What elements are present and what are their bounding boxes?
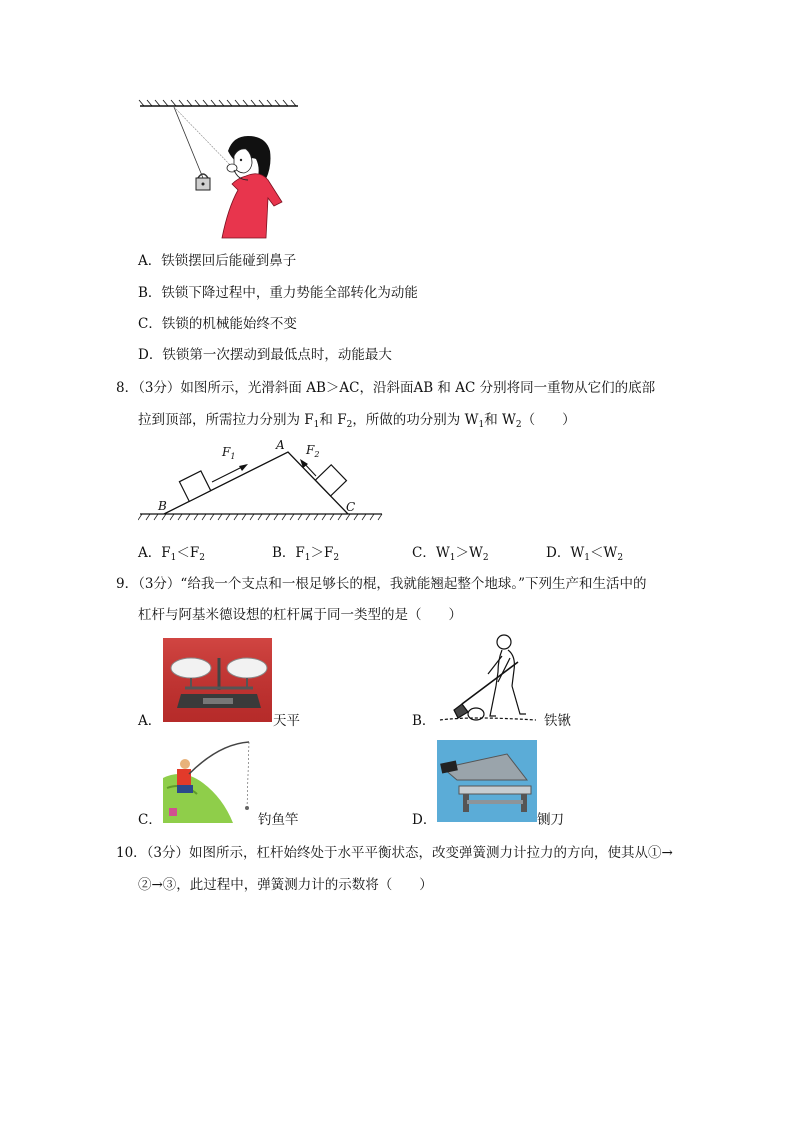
q9-option-c-name: 钓鱼竿 [258, 812, 299, 828]
label-c: C [346, 500, 356, 514]
q8-option-c[interactable]: C．$W_1>W_2$ [412, 545, 489, 563]
q7-option-d[interactable]: D．铁锁第一次摆动到最低点时，动能最大 [138, 347, 392, 363]
q8-option-b[interactable]: B．$F_1>F_2$ [272, 545, 340, 563]
q8-stem-line1: 8．（3分）如图所示，光滑斜面 AB＞AC，沿斜面AB 和 AC 分别将同一重物从它们的底部 [116, 380, 656, 396]
fishing-rod-picture [163, 738, 258, 823]
q9-option-b-letter[interactable]: B． [412, 713, 436, 729]
q8-stem-line2: 拉到顶部，所需拉力分别为 $F_1$和 $F_2$，所做的功分别为 $W_1$和 $W_2$（ ） [138, 412, 576, 430]
q9-option-d-letter[interactable]: D． [412, 812, 437, 828]
q7-option-c[interactable]: C．铁锁的机械能始终不变 [138, 316, 297, 332]
girl-illustration [222, 136, 282, 238]
q9-option-a-letter[interactable]: A． [138, 713, 162, 729]
q9-option-c-letter[interactable]: C． [138, 812, 162, 828]
q9-stem-line1: 9．（3分）“给我一个支点和一根足够长的棍，我就能翘起整个地球。”下列生产和生活中的 [116, 576, 647, 592]
label-f1: $F_1$ [222, 445, 236, 461]
label-f2: $F_2$ [306, 443, 320, 459]
balance-scale-photo [163, 638, 272, 722]
q8-option-d[interactable]: D．$W_1<W_2$ [546, 545, 624, 563]
q7-option-b[interactable]: B．铁锁下降过程中，重力势能全部转化为动能 [138, 285, 418, 301]
guillotine-cutter-photo [437, 740, 537, 822]
q10-stem-line2: ②→③，此过程中，弹簧测力计的示数将（ ） [138, 877, 433, 893]
q8-option-a[interactable]: A．$F_1<F_2$ [138, 545, 205, 563]
pendulum-figure [138, 96, 298, 241]
q10-stem-line1: 10．（3分）如图所示，杠杆始终处于水平平衡状态，改变弹簧测力计拉力的方向，使其从①→ [116, 845, 673, 861]
q9-stem-line2: 杠杆与阿基米德设想的杠杆属于同一类型的是（ ） [138, 607, 462, 623]
shovel-worker-drawing [432, 630, 542, 726]
label-b: B [158, 499, 167, 513]
q9-option-b-name: 铁锹 [544, 713, 571, 729]
incline-figure [138, 436, 384, 526]
q9-option-a-name: 天平 [273, 713, 300, 729]
q9-option-d-name: 铡刀 [537, 812, 564, 828]
q7-option-a[interactable]: A．铁锁摆回后能碰到鼻子 [138, 253, 297, 269]
lock-icon [196, 174, 210, 190]
label-a: A [276, 438, 285, 452]
